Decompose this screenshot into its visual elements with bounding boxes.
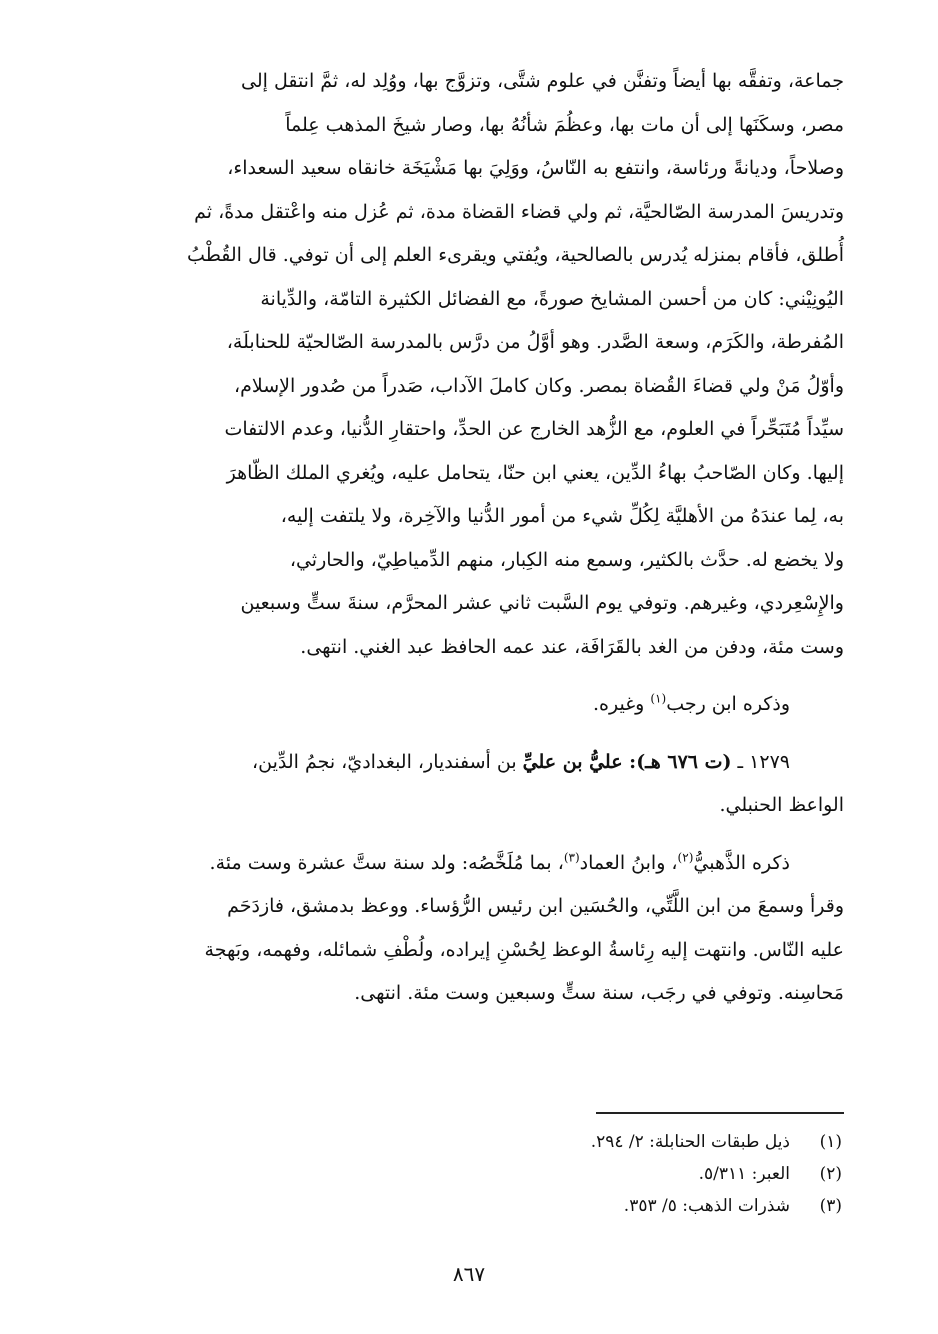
entry-1279: [96, 741, 844, 828]
footnote-item: [342, 1126, 842, 1158]
text-line: وأوّلُ مَنْ ولي قضاءَ القُضاة بمصر. وكان كاملَ الآداب، صَدراً من صُدور الإسلام،: [234, 374, 844, 397]
text-line: المُفرطة، والكَرَم، وسعة الصَّدر. وهو أوَّلُ من درَّس بالمدرسة الصّالحيّة للحنابلَة،: [226, 331, 844, 353]
paragraph-biography: [96, 60, 844, 669]
entry-subtitle: الواعظ الحنبلي.: [719, 794, 844, 816]
text-line: أُطلق، فأقام بمنزله يُدرس بالصالحية، ويُفتي ويقرىء العلم إلى أن توفي. قال القُطْبُ: [187, 244, 844, 266]
footnote-number: (٣): [819, 1196, 842, 1216]
paragraph-entry-body: [96, 842, 844, 1016]
footnote-number: (١): [819, 1132, 842, 1152]
text-line: وست مئة، ودفن من الغد بالقَرَافَة، عند عمه الحافظ عبد الغني. انتهى.: [300, 635, 844, 658]
text-line: وتدريسَ المدرسة الصّالحيَّة، ثم ولي قضاء القضاة مدة، ثم عُزل منه واعْتقل مدةً، ثم: [194, 200, 844, 223]
main-text: [96, 60, 844, 1016]
text-line: عليه النّاس. وانتهت إليه رِئاسةُ الوعظ لِحُسْنِ إيراده، ولُطْفِ شمائله، وفهمه، وبَهجة: [204, 938, 844, 961]
footnote-ref-2[interactable]: (٢): [677, 850, 694, 865]
footnote-item: [342, 1158, 842, 1190]
text-line: إليها. وكان الصّاحبُ بهاءُ الدِّين، يعني ابن حنّا، يتحامل عليه، ويُغري الملك الظّاهرَ: [226, 461, 844, 484]
footnotes: [342, 1126, 842, 1222]
text-line: جماعة، وتفقَّه بها أيضاً وتفنَّن في علوم شتَّى، وتزوَّج بها، ووُلِد له، ثمَّ انتقل إلى: [241, 70, 844, 92]
text-line: به، لِما عندَهُ من الأهليَّة لِكُلِّ شيء من أمور الدُّنيا والآخِرة، ولا يلتفت إليه،: [280, 505, 844, 527]
p4-a: ذكره الذَّهبيُّ: [693, 851, 790, 874]
footnote-text: شذرات الذهب: ٥/ ٣٥٣.: [623, 1196, 790, 1216]
text-line: ولا يخضع له. حدَّث بالكثير، وسمع منه الكِبار، منهم الدِّمياطِيّ، والحارثي،: [289, 548, 844, 571]
text-line: مصر، وسكَنَها إلى أن مات بها، وعظُمَ شأنُهُ بها، وصار شيخَ المذهب عِلماً: [285, 113, 844, 136]
footnote-text: ذيل طبقات الحنابلة: ٢/ ٢٩٤.: [590, 1132, 790, 1152]
text-line: وقرأ وسمعَ من ابن اللَّتِّي، والحُسَين ابن رئيس الرُّؤساء. ووعظ بدمشق، فازدَحَم: [227, 895, 844, 917]
p4-b: ، وابنُ العماد: [579, 851, 678, 874]
text-line: [96, 842, 844, 886]
entry-name: (ت ٦٧٦ هـ): عليُّ بن عليِّ: [522, 750, 732, 773]
paragraph-mention: [96, 683, 844, 727]
text-line: اليُونِيْني: كان من أحسن المشايخ صورةً، مع الفضائل الكثيرة التامّة، والدِّيانة: [260, 287, 844, 310]
text-line: والإِسْعِردي، وغيرهم. وتوفي يوم السَّبت ثاني عشر المحرَّم، سنةَ ستٍّ وسبعين: [240, 592, 844, 614]
p4-c: ، بما مُلَخَّصُه: ولد سنة ستَّ عشرة وست مئة.: [209, 851, 564, 874]
footnote-item: [342, 1190, 842, 1222]
footnote-ref-3[interactable]: (٣): [563, 850, 580, 865]
entry-name-rest: بن أسفنديار، البغداديّ، نجمُ الدِّين،: [251, 750, 523, 773]
footnote-ref-1[interactable]: (١): [650, 691, 667, 706]
mention-text: وذكره ابن رجب: [666, 693, 790, 715]
footnote-text: العبر: ٥/٣١١.: [698, 1164, 790, 1184]
text-line: وصلاحاً، وديانةً ورئاسة، وانتفع به النّاسُ، ووَلِيَ بها مَشْيَخَة خانقاه سعيد السعداء،: [227, 157, 844, 179]
footnote-number: (٢): [819, 1164, 842, 1184]
mention-tail: وغيره.: [592, 693, 651, 715]
entry-number: ١٢٧٩ ـ: [731, 750, 790, 773]
page-number: ٨٦٧: [452, 1262, 486, 1286]
text-line: مَحاسِنه. وتوفي في رجَب، سنة ستٍّ وسبعين وست مئة. انتهى.: [354, 982, 844, 1004]
footnote-divider: [596, 1112, 844, 1114]
entry-heading: [96, 741, 844, 785]
text-line: سيِّداً مُتَبَحِّراً في العلوم، مع الزُّهد الخارج عن الحدِّ، واحتقارِ الدُّنيا، وعدم الالتفات: [224, 418, 844, 440]
